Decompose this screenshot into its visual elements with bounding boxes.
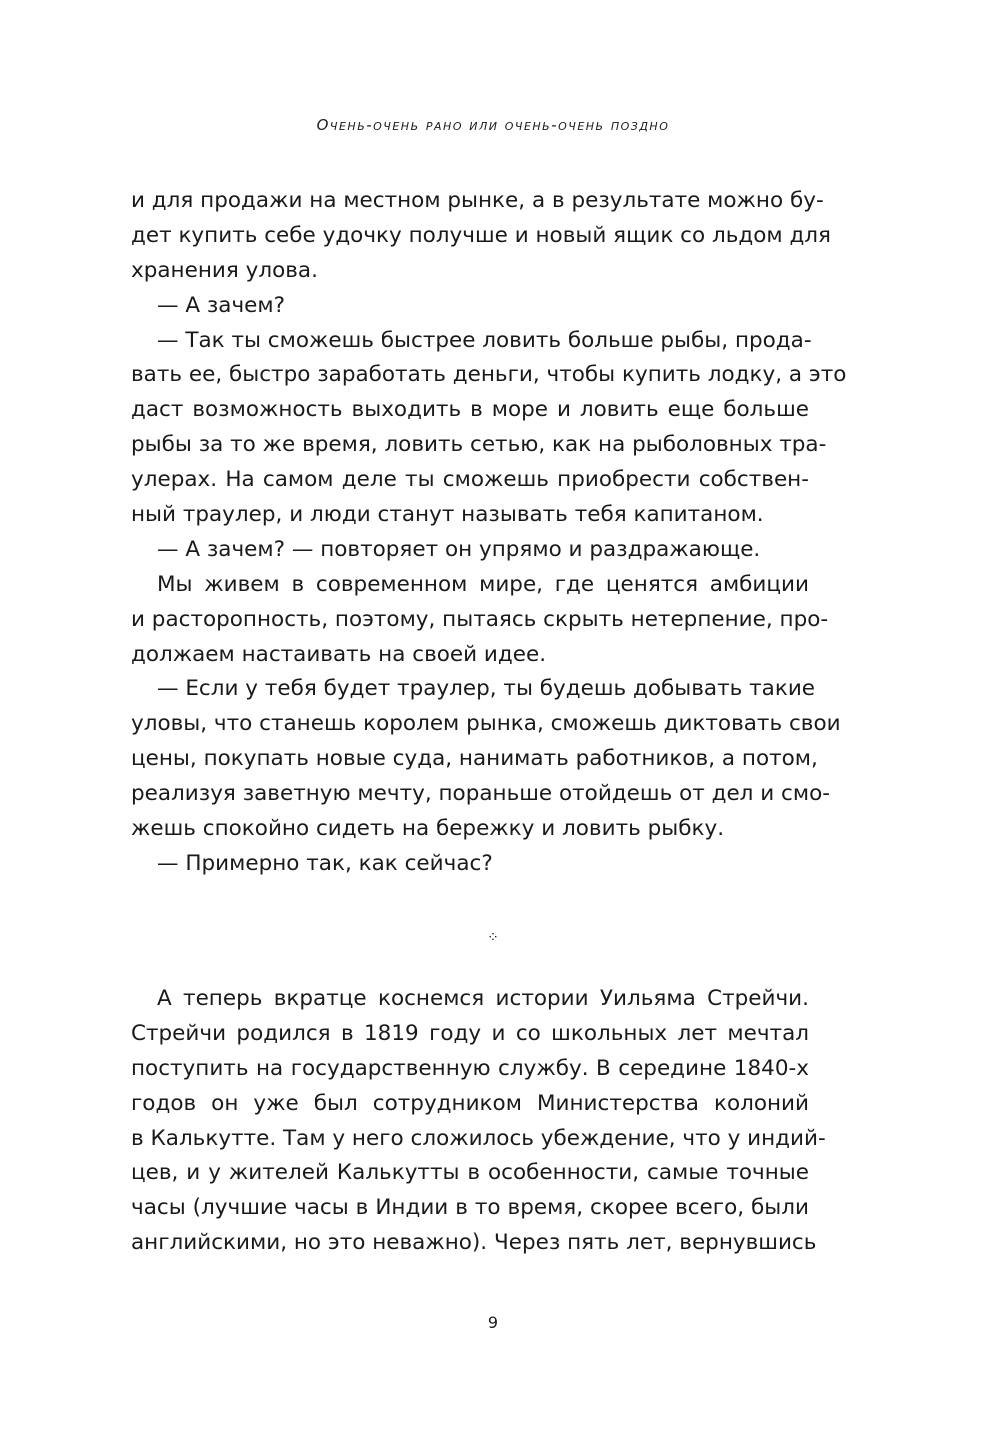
text-line: — А зачем? — повторяет он упрямо и раздражающе. bbox=[157, 536, 761, 562]
text-line: — А зачем? bbox=[157, 292, 286, 318]
text-line: — Примерно так, как сейчас? bbox=[157, 850, 493, 876]
body-text-block bbox=[131, 184, 847, 882]
text-line: дет купить себе удочку получше и новый ящик со льдом для bbox=[131, 222, 831, 248]
text-line: английскими, но это неважно). Через пять лет, вернувшись bbox=[131, 1230, 817, 1256]
text-line: рыбы за то же время, ловить сетью, как на рыболовных тра- bbox=[131, 432, 827, 458]
text-line: должаем настаивать на своей идее. bbox=[131, 641, 547, 667]
text-line: в Калькутте. Там у него сложилось убеждение, что у индий- bbox=[131, 1125, 826, 1151]
text-line: даст возможность выходить в море и ловить еще больше bbox=[131, 397, 809, 423]
text-line: жешь спокойно сидеть на бережку и ловить рыбку. bbox=[131, 816, 725, 842]
text-line: и для продажи на местном рынке, а в результате можно бу- bbox=[131, 188, 824, 213]
text-line: реализуя заветную мечту, пораньше отойдешь от дел и смо- bbox=[131, 781, 831, 807]
page-number: 9 bbox=[487, 1313, 499, 1332]
text-line: и расторопность, поэтому, пытаясь скрыть нетерпение, про- bbox=[131, 606, 829, 632]
text-line: А теперь вкратце коснемся истории Уильяма Стрейчи. bbox=[157, 986, 809, 1011]
text-line: — Так ты сможешь быстрее ловить больше рыбы, прода- bbox=[157, 327, 812, 353]
text-line: ный траулер, и люди станут называть тебя капитаном. bbox=[131, 502, 764, 528]
text-line: уловы, что станешь королем рынка, сможешь диктовать свои bbox=[131, 711, 841, 737]
text-line: поступить на государственную службу. В середине 1840-х bbox=[131, 1055, 809, 1081]
text-line: годов он уже был сотрудником Министерства колоний bbox=[131, 1090, 809, 1116]
body-text-block bbox=[131, 982, 826, 1261]
text-line: часы (лучшие часы в Индии в то время, скорее всего, были bbox=[131, 1195, 809, 1221]
text-line: Мы живем в современном мире, где ценятся амбиции bbox=[157, 571, 809, 597]
text-line: вать ее, быстро заработать деньги, чтобы купить лодку, а это bbox=[131, 362, 847, 388]
running-header: Очень-очень рано или очень-очень поздно bbox=[316, 116, 670, 134]
text-line: Стрейчи родился в 1819 году и со школьных лет мечтал bbox=[131, 1020, 809, 1046]
text-line: — Если у тебя будет траулер, ты будешь добывать такие bbox=[157, 676, 816, 702]
text-line: хранения улова. bbox=[131, 257, 318, 283]
text-line: улерах. На самом деле ты сможешь приобрести собствен- bbox=[131, 467, 809, 493]
text-line: цев, и у жителей Калькутты в особенности, самые точные bbox=[131, 1160, 809, 1186]
text-line: цены, покупать новые суда, нанимать работников, а потом, bbox=[131, 746, 818, 772]
section-separator-icon: ⁘ bbox=[487, 930, 499, 946]
